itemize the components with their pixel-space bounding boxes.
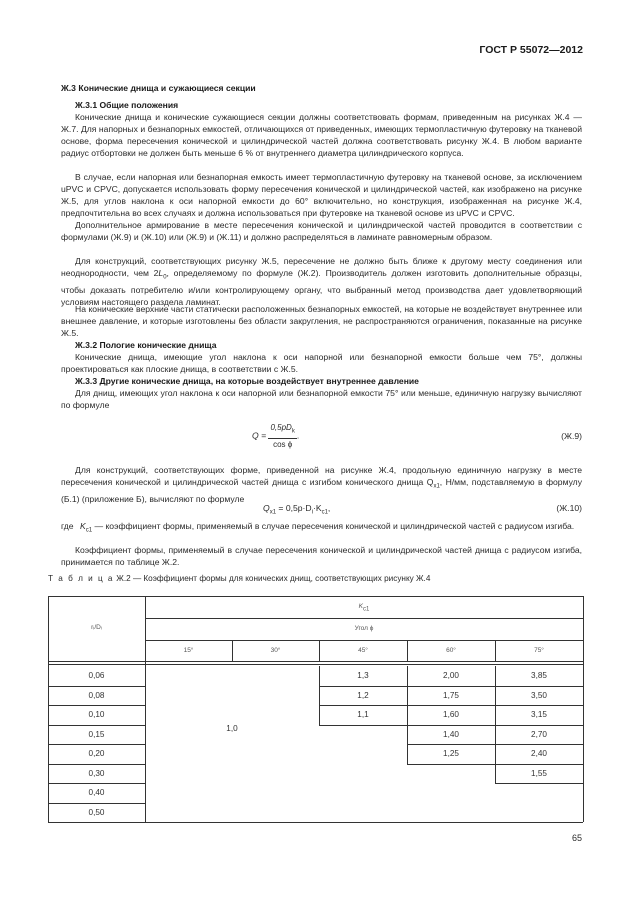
var: K (358, 603, 363, 610)
table-rule (495, 764, 583, 765)
text: Для конструкций, соответствующих форме, приведенной на рисунке Ж.4, продольную единичную нагрузку в месте пересечения конической и цилиндрической частей днища с изгибом конического днища Q (61, 465, 582, 487)
table-rule (145, 596, 146, 822)
table-rule (48, 783, 145, 784)
table-cell: 1,2 (357, 690, 369, 700)
table-cell: 2,70 (531, 729, 547, 739)
paragraph: Коэффициент формы, применяемый в случае пересечения конической и цилиндрической частей днища с радиусом изгиба, принимается по таблице Ж.2. (61, 545, 582, 567)
table-cell: 2,00 (443, 671, 459, 680)
table-rule (48, 822, 145, 823)
table-rule (583, 596, 584, 822)
table-rule (407, 705, 495, 706)
sub: c1 (321, 509, 328, 516)
paragraph: Дополнительное армирование в месте пересечения конической и цилиндрической частей проводится в соответствии с формулами (Ж.9) и (Ж.10) или (Ж.9) и (Ж.11) и должно распределяться в ламинате равномерным образом. (61, 220, 582, 242)
table-rule (407, 764, 495, 765)
table-cell: 0,50 (88, 807, 105, 817)
table-cell: 3,50 (531, 690, 547, 700)
table-cell: 75° (534, 647, 544, 654)
table-rule (145, 822, 583, 823)
sub: x1 (269, 509, 277, 516)
lhs: Q = (252, 430, 267, 441)
table-rule (495, 705, 583, 706)
table-cell: 60° (446, 647, 456, 654)
table-rule (48, 803, 145, 804)
paragraph: Конические днища и конические сужающиеся секции должны соответствовать формам, приведенным на рисунках Ж.4 — Ж.7. Для напорных и безнапорных емкостей, отличающихся от приведенных, имеющих термопластичную футеровку на тканевой основе, форма пересечения конической и цилиндрической частей должна соответствовать рисунку Ж.4. В любом варианте радиус отбортовки не должен быть меньше 6 % от внутреннего диаметра цилиндрического корпуса. (61, 112, 582, 158)
table-cell: 0,10 (88, 710, 105, 719)
sub: i (311, 509, 313, 516)
table-cell: 1,25 (443, 749, 459, 758)
table-cell: 15° (183, 647, 194, 654)
numerator: 0,5pD (270, 423, 292, 432)
table-rule (48, 725, 145, 726)
table-rule (48, 661, 583, 662)
table-rule (495, 725, 583, 726)
sub: 0 (163, 274, 167, 281)
table-cell: 0,20 (88, 749, 105, 758)
table-rule (407, 686, 495, 687)
table-cell: 1,75 (443, 690, 459, 700)
table-cell: 1,60 (443, 710, 459, 719)
table-cell: 1,40 (443, 729, 459, 739)
text: , Н/мм, подставляемую в формулу (Б.1) (приложение Б), вычисляют по формуле (61, 477, 582, 504)
text: , определяемому по формуле (Ж.2). Производитель должен изготовить дополнительные образцы, чтобы доказать потребителю и/или контролирующему органу, что выбранный метод производства дает удовлетворяющий условиям настоящего раздела ламинат. (61, 268, 582, 307)
table-rule (407, 725, 495, 726)
paragraph: Для днищ, имеющих угол наклона к оси напорной или безнапорной емкости 75° или меньше, единичную нагрузку вычисляют по формуле (61, 388, 582, 410)
table-cell: 0,06 (88, 671, 105, 680)
table-cell: 0,15 (88, 729, 105, 739)
table-rule (145, 640, 583, 641)
table-rule (48, 705, 145, 706)
merged-value: 1,0 (226, 724, 238, 733)
angle-header: Угол ϕ (354, 625, 374, 632)
formula-ref: (Ж.9) (561, 431, 582, 441)
var: K (80, 521, 86, 531)
var: L (158, 268, 164, 278)
table-cell: 30° (270, 647, 281, 654)
text: Для конструкций, соответствующих рисунку Ж.5, пересечение не должно быть ближе к другому месту соединения или неоднородности, чем 2 (61, 256, 582, 278)
var: Q (263, 503, 270, 513)
caption-label: Т а б л и ц а (48, 574, 114, 583)
group-header (145, 601, 583, 615)
table-rule (407, 744, 495, 745)
subsection-title-flat: Ж.3.2 Пологие конические днища (75, 340, 217, 350)
table-cell: 1,3 (357, 671, 369, 680)
paragraph: В случае, если напорная или безнапорная емкость имеет термопластичную футеровку на тканевой основе, за исключением uPVC и CPVC, допускается использовать форму пересечения конической и цилиндрической частей, как изображено на рисунке Ж.5, для углов наклона к оси напорной емкости до 60° включительно, но конструкция, изображенная на рисунке Ж.4, предпочтительна во всех случаях и должна использоваться при футеровке на тканевой основе из uPVC и CPVC. (61, 172, 582, 218)
table-rule (48, 596, 583, 597)
subsection-title-other: Ж.3.3 Другие конические днища, на которые воздействует внутреннее давление (75, 376, 419, 386)
sub: c1 (85, 527, 93, 534)
table-cell: 3,85 (531, 671, 547, 680)
table-cell: 0,08 (88, 690, 105, 700)
document-id: ГОСТ Р 55072—2012 (479, 44, 583, 56)
table-rule (495, 783, 583, 784)
table-rule (319, 725, 407, 726)
table-rule (48, 686, 145, 687)
paragraph: На конические верхние части статически расположенных безнапорных емкостей, на которые не воздействует внутреннее или внешнее давление, и которые изготовлены без области закругления, не распространяются ограничения, показанные на рисунке Ж.5. (61, 304, 582, 338)
subsection-title-general: Ж.3.1 Общие положения (75, 100, 179, 110)
table-rule (319, 686, 407, 687)
table-cell: 3,15 (531, 710, 547, 719)
sub: x1 (433, 483, 440, 490)
table-cell: 0,40 (88, 788, 105, 797)
paragraph: Конические днища, имеющие угол наклона к оси напорной или безнапорной емкости больше чем 75°, должны проектироваться как плоские днища, в соответствии с Ж.5. (61, 352, 582, 374)
row-header: rᵢ/Dᵢ (91, 624, 102, 631)
where-label: где (61, 521, 74, 531)
table-rule (145, 618, 583, 619)
text: = 0,5p·D (276, 503, 312, 513)
table-cell: 45° (358, 647, 368, 654)
section-title: Ж.3 Конические днища и сужающиеся секции (61, 83, 256, 93)
table-rule (319, 705, 407, 706)
table-rule (495, 744, 583, 745)
punct: , (327, 503, 331, 513)
formula-ref: (Ж.10) (556, 503, 582, 513)
table-rule (495, 686, 583, 687)
table-double-rule (48, 664, 583, 665)
table-cell: 0,30 (88, 768, 105, 778)
denominator: cos ϕ (273, 439, 293, 449)
caption-text: Ж.2 — Коэффициент формы для конических днищ, соответствующих рисунку Ж.4 (116, 574, 431, 583)
sub: c1 (363, 606, 370, 613)
text: — коэффициент формы, применяемый в случае пересечения конической и цилиндрической частей с радиусом изгиба. (94, 521, 575, 531)
text: ·K (312, 503, 322, 513)
table-rule (48, 744, 145, 745)
sub: k (291, 428, 295, 435)
table-cell: 1,55 (531, 768, 547, 778)
table-cell: 1,1 (357, 710, 369, 719)
punct: . (296, 430, 300, 441)
table-rule (48, 764, 145, 765)
table-cell: 2,40 (531, 749, 547, 758)
page-number: 65 (571, 833, 582, 843)
